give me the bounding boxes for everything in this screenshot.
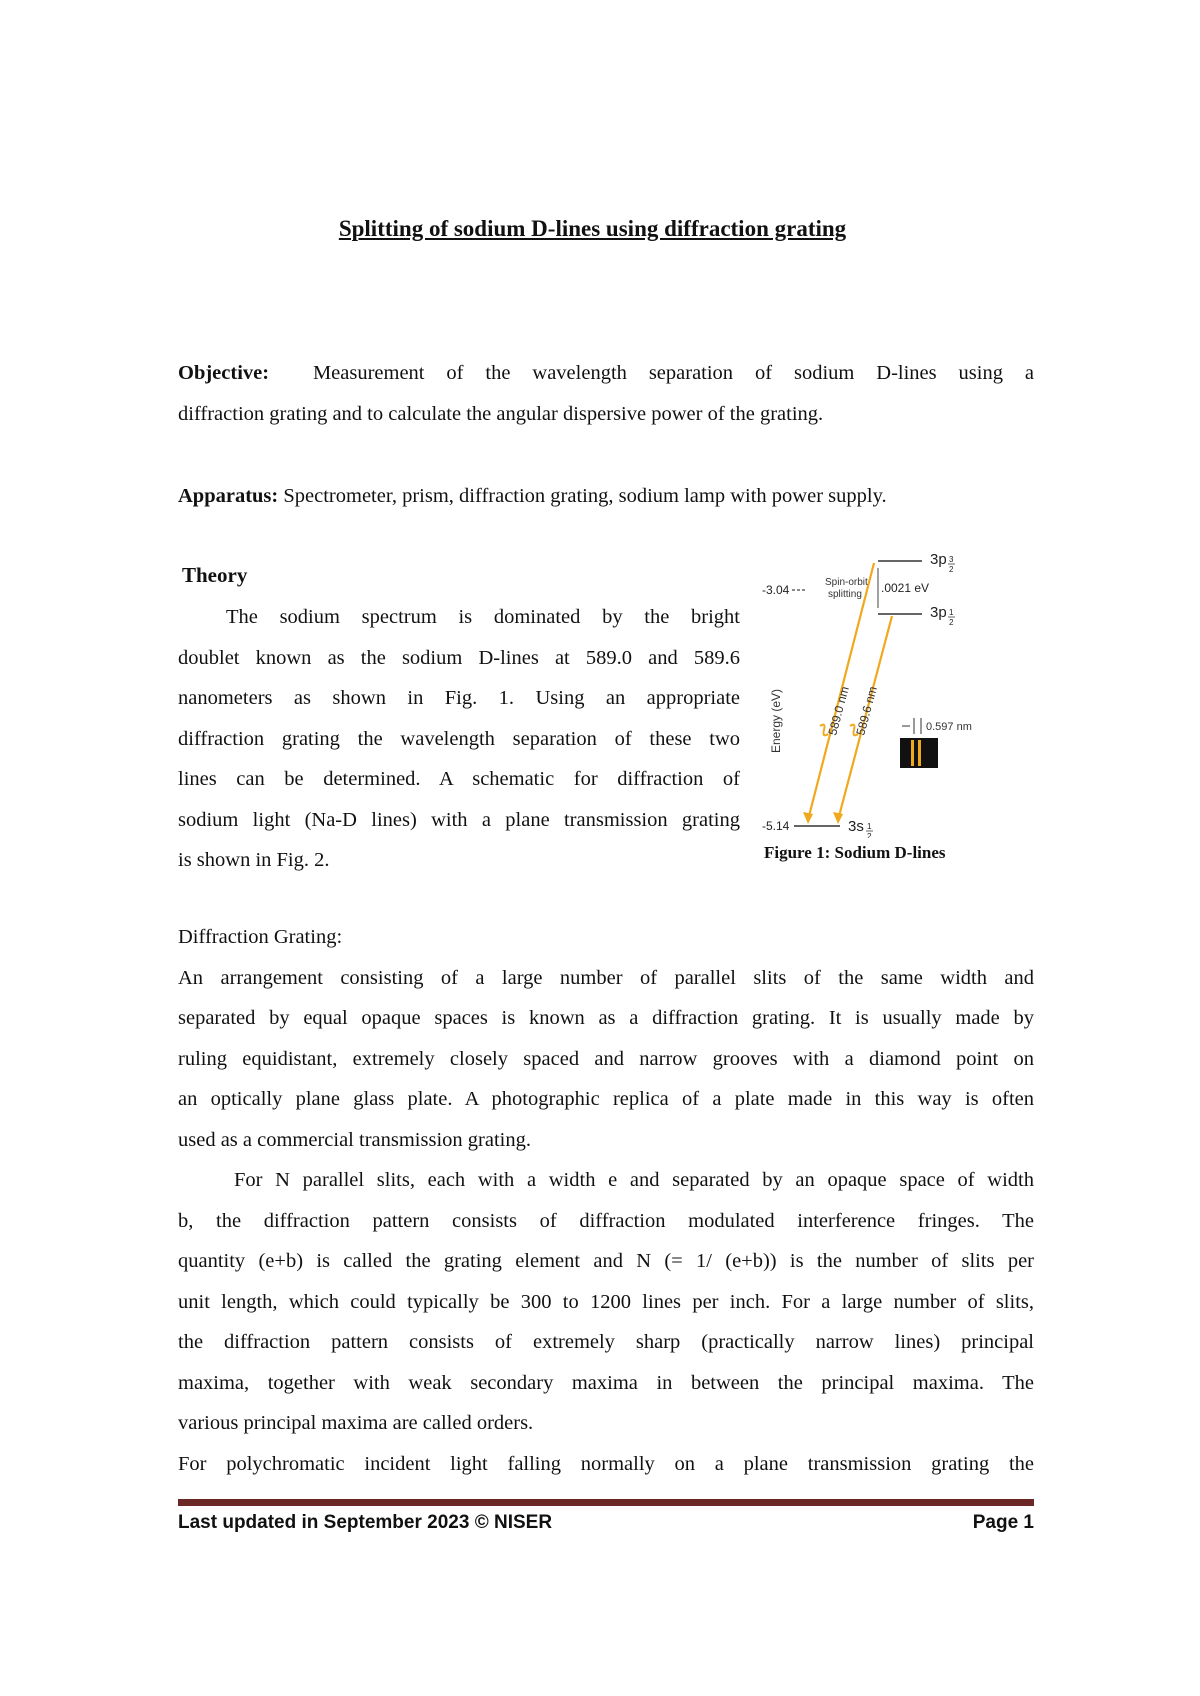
- diffraction-para-1-line: used as a commercial transmission grating.: [178, 1128, 531, 1151]
- level-3s12-label: 3s: [848, 818, 864, 835]
- theory-line: doublet known as the sodium D-lines at 589.0 and 589.6: [178, 646, 740, 669]
- objective-line-1: [178, 353, 1034, 394]
- svg-text:3: 3: [949, 555, 954, 564]
- apparatus-section: [178, 476, 1034, 517]
- theory-line: The sodium spectrum is dominated by the bright: [226, 606, 740, 628]
- sodium-energy-level-diagram: [750, 548, 990, 838]
- diffraction-para-2-line: b, the diffraction pattern consists of diffraction modulated interference fringes. The: [178, 1209, 1034, 1232]
- diffraction-para-1-line: ruling equidistant, extremely closely spaced and narrow grooves with a diamond point on: [178, 1047, 1034, 1070]
- footer-rule: [178, 1499, 1034, 1506]
- level-3p32-label: 3p: [930, 551, 947, 568]
- diffraction-para-1-line: separated by equal opaque spaces is known as a diffraction grating. It is usually made by: [178, 1007, 1034, 1029]
- apparatus-text: Spectrometer, prism, diffraction grating, sodium lamp with power supply.: [283, 485, 887, 507]
- spectral-line-2: [918, 740, 921, 766]
- separation-label: 0.597 nm: [926, 721, 972, 733]
- diffraction-heading: Diffraction Grating:: [178, 926, 343, 948]
- d2-arrowhead: [803, 812, 813, 824]
- svg-text:2: 2: [949, 618, 954, 627]
- theory-line: is shown in Fig. 2.: [178, 849, 330, 871]
- spectral-line-1: [911, 740, 914, 766]
- d1-wavelength-label: 589.6 nm: [853, 684, 880, 737]
- svg-text:2: 2: [949, 565, 954, 574]
- energy-lower-label: -5.14: [762, 819, 790, 833]
- svg-text:1: 1: [949, 608, 954, 617]
- theory-line: nanometers as shown in Fig. 1. Using an appropriate: [178, 687, 740, 709]
- diffraction-para-3-line-1: For polychromatic incident light falling normally on a plane transmission grating the: [178, 1452, 1034, 1475]
- spin-orbit-label-2: splitting: [828, 589, 862, 600]
- objective-text-1: Measurement of the wavelength separation of sodium D-lines using a: [312, 362, 1035, 384]
- diffraction-para-2: [178, 1160, 1034, 1444]
- diffraction-para-2-line: the diffraction pattern consists of extremely sharp (practically narrow lines) principal: [178, 1331, 1034, 1353]
- apparatus-label: Apparatus:: [178, 485, 279, 507]
- footer-page-number: Page 1: [972, 1512, 1034, 1533]
- theory-line: diffraction grating the wavelength separation of these two: [178, 727, 740, 750]
- theory-text: [178, 597, 740, 881]
- svg-text:1: 1: [867, 822, 872, 831]
- objective-line-2: diffraction grating and to calculate the angular dispersive power of the grating.: [178, 402, 824, 425]
- energy-axis-label: Energy (eV): [769, 688, 783, 753]
- theory-line: sodium light (Na-D lines) with a plane transmission grating: [178, 808, 740, 831]
- svg-text:2: 2: [867, 832, 872, 838]
- diffraction-para-1-line: an optically plane glass plate. A photographic replica of a plate made in this way is often: [178, 1088, 1034, 1110]
- diffraction-para-2-line: maxima, together with weak secondary maxima in between the principal maxima. The: [178, 1371, 1034, 1394]
- objective-section: [178, 353, 1034, 434]
- d2-wavelength-label: 589.0 nm: [825, 684, 852, 737]
- diffraction-para-2-line: various principal maxima are called orders.: [178, 1412, 534, 1434]
- diffraction-para-1-line: An arrangement consisting of a large number of parallel slits of the same width and: [178, 966, 1034, 989]
- d1-arrowhead: [833, 812, 843, 824]
- diffraction-para-2-line: For N parallel slits, each with a width e and separated by an opaque space of width: [234, 1169, 1034, 1191]
- theory-heading: Theory: [182, 563, 248, 587]
- energy-upper-label: -3.04: [762, 583, 790, 597]
- spin-orbit-label-1: Spin-orbit: [825, 577, 868, 588]
- diffraction-para-2-line: unit length, which could typically be 300 to 1200 lines per inch. For a large number of slits,: [178, 1290, 1034, 1313]
- figure-1-caption: Figure 1: Sodium D-lines: [764, 843, 946, 862]
- splitting-value: .0021 eV: [881, 581, 930, 595]
- diffraction-para-2-line: quantity (e+b) is called the grating element and N (= 1/ (e+b)) is the number of slits per: [178, 1250, 1034, 1272]
- level-3p12-label: 3p: [930, 604, 947, 621]
- footer-copyright: Last updated in September 2023 © NISER: [178, 1512, 553, 1533]
- page-title: Splitting of sodium D-lines using diffraction grating: [338, 216, 847, 241]
- theory-line: lines can be determined. A schematic for diffraction of: [178, 768, 740, 790]
- diffraction-para-1: [178, 958, 1034, 1161]
- diffraction-section: [178, 917, 1034, 1484]
- objective-label: Objective:: [178, 362, 270, 384]
